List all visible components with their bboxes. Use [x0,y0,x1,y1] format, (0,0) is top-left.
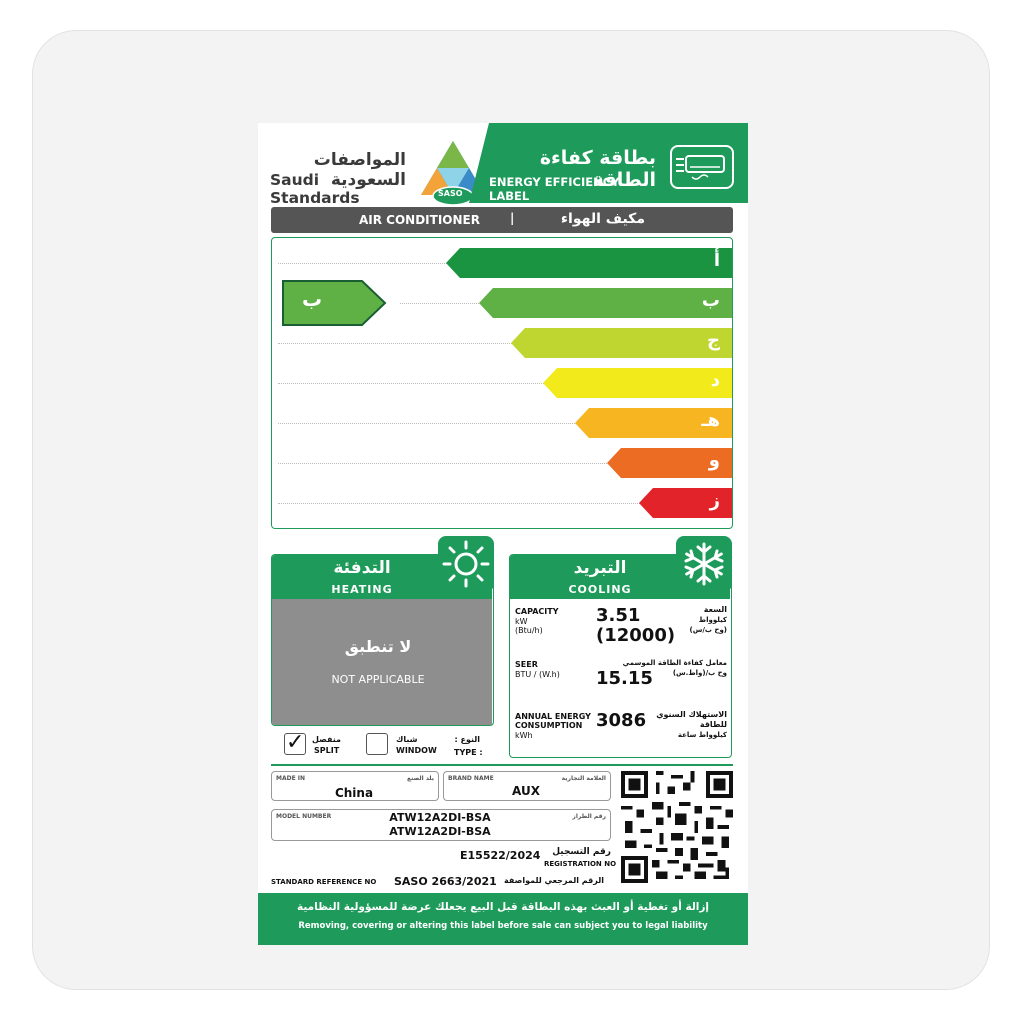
capacity-kw-value: 3.51 [596,605,641,626]
rating-letter-a: أ [713,250,720,271]
model-number-field [271,809,611,841]
energy-label [258,123,748,945]
rating-arrow-d [543,368,732,398]
saso-name-en: Saudi Standards [270,171,360,207]
seer-value: 15.15 [596,668,653,689]
section-divider [271,764,733,766]
heating-title-ar: التدفئة [333,558,391,578]
heating-not-applicable-area [272,599,492,726]
brand-label-ar: العلامة التجارية [561,775,606,782]
product-type-bar [271,207,733,233]
qr-code [621,771,733,883]
type-label-en: TYPE : [454,748,483,757]
heating-title-en: HEATING [331,583,393,596]
brand-field [443,771,611,801]
rating-guide-line [278,463,615,464]
seer-unit-ar: وح ب/(واط.س) [672,669,727,677]
product-type-en: AIR CONDITIONER [359,213,480,227]
capacity-unit-kw: kW [515,617,528,626]
annual-label-en-1: ANNUAL ENERGY [515,712,591,721]
seer-unit-en: BTU / (W.h) [515,670,560,679]
rating-guide-line [278,423,583,424]
annual-label-ar-1: الاستهلاك السنوي [656,710,727,719]
model-label-ar: رقم الطراز [572,813,606,820]
registration-value: E15522/2024 [460,849,541,862]
legal-warning-en: Removing, covering or altering this label before sale can subject you to legal liability [298,921,708,931]
window-label-ar: شباك [396,735,418,744]
registration-label-en: REGISTRATION NO [544,860,617,868]
made-in-label-en: MADE IN [276,775,306,782]
annual-unit-en: kWh [515,731,533,740]
made-in-field [271,771,439,801]
seer-label-ar: معامل كفاءة الطاقة الموسمي [622,659,727,667]
legal-warning-ar: إزالة أو تغطية أو العبث بهذه البطاقة قبل البيع يجعلك عرضة للمسؤولية النظامية [296,901,710,913]
brand-value: AUX [512,784,540,798]
capacity-label-en: CAPACITY [515,607,559,616]
efficiency-rating-scale [271,237,733,529]
split-check-mark: ✓ [286,730,305,755]
capacity-btu-value: (12000) [596,625,676,646]
capacity-label-ar: السعة [703,605,727,614]
label-title-ar: بطاقة كفاءة الطاقة [539,147,656,191]
standard-label-ar: الرقم المرجعي للمواصفة [504,876,604,885]
made-in-value: China [334,786,374,800]
heating-na-ar: لا تنطبق [344,637,412,656]
model-label-en: MODEL NUMBER [276,813,332,820]
annual-label-ar-2: للطاقة [699,720,727,729]
rating-guide-line [278,263,453,264]
split-label-ar: منفصل [312,735,341,744]
annual-unit-ar: كيلوواط ساعة [677,731,727,739]
model-value-1: ATW12A2DI-BSA [389,811,491,824]
header-banner [489,123,748,203]
window-label-en: WINDOW [396,746,437,755]
product-type-separator: | [510,211,515,225]
registration-label-ar: رقم التسجيل [552,847,611,857]
standard-label-en: STANDARD REFERENCE NO [271,878,377,886]
seer-label-en: SEER [515,660,538,669]
cooling-title-ar: التبريد [573,558,627,578]
brand-label-en: BRAND NAME [448,775,494,782]
rating-arrow-b [479,288,732,318]
made-in-label-ar: بلد الصنع [406,775,434,782]
capacity-unit-ar-kw: كيلوواط [698,616,727,624]
split-label-en: SPLIT [314,746,340,755]
heating-na-en: NOT APPLICABLE [331,673,425,686]
legal-warning-footer [258,893,748,945]
rating-letter-b: ب [701,290,720,311]
rating-guide-line [278,383,550,384]
capacity-unit-btu: (Btu/h) [515,626,543,635]
type-label-ar: النوع : [454,735,480,744]
air-conditioner-icon [670,145,734,189]
annual-label-en-2: CONSUMPTION [515,721,583,730]
product-rating-pointer [282,280,387,326]
window-checkbox[interactable] [366,733,388,755]
saso-name-ar: المواصفات السعودية [313,150,406,190]
rating-letter-g: ز [709,490,720,511]
rating-letter-f: و [708,450,720,471]
annual-consumption-value: 3086 [596,710,647,731]
product-type-ar: مكيف الهواء [560,211,645,227]
sun-icon [438,536,494,592]
model-value-2: ATW12A2DI-BSA [389,825,491,838]
rating-guide-line [278,343,518,344]
rating-arrow-a [446,248,732,278]
label-title-en: ENERGY EFFICIENCY LABEL [489,175,620,203]
rating-letter-e: هـ [701,410,720,431]
rating-letter-c: ج [707,330,720,351]
snowflake-icon [676,536,732,592]
rating-guide-line [278,503,648,504]
split-checkbox[interactable] [284,730,306,755]
product-rating-letter: ب [302,287,323,311]
rating-arrow-c [511,328,732,358]
rating-letter-d: د [710,370,720,391]
capacity-unit-ar-btu: (وح ب/س) [689,626,727,634]
standard-value: SASO 2663/2021 [394,875,497,888]
saso-badge: SASO [438,189,463,198]
cooling-title-en: COOLING [568,583,632,596]
